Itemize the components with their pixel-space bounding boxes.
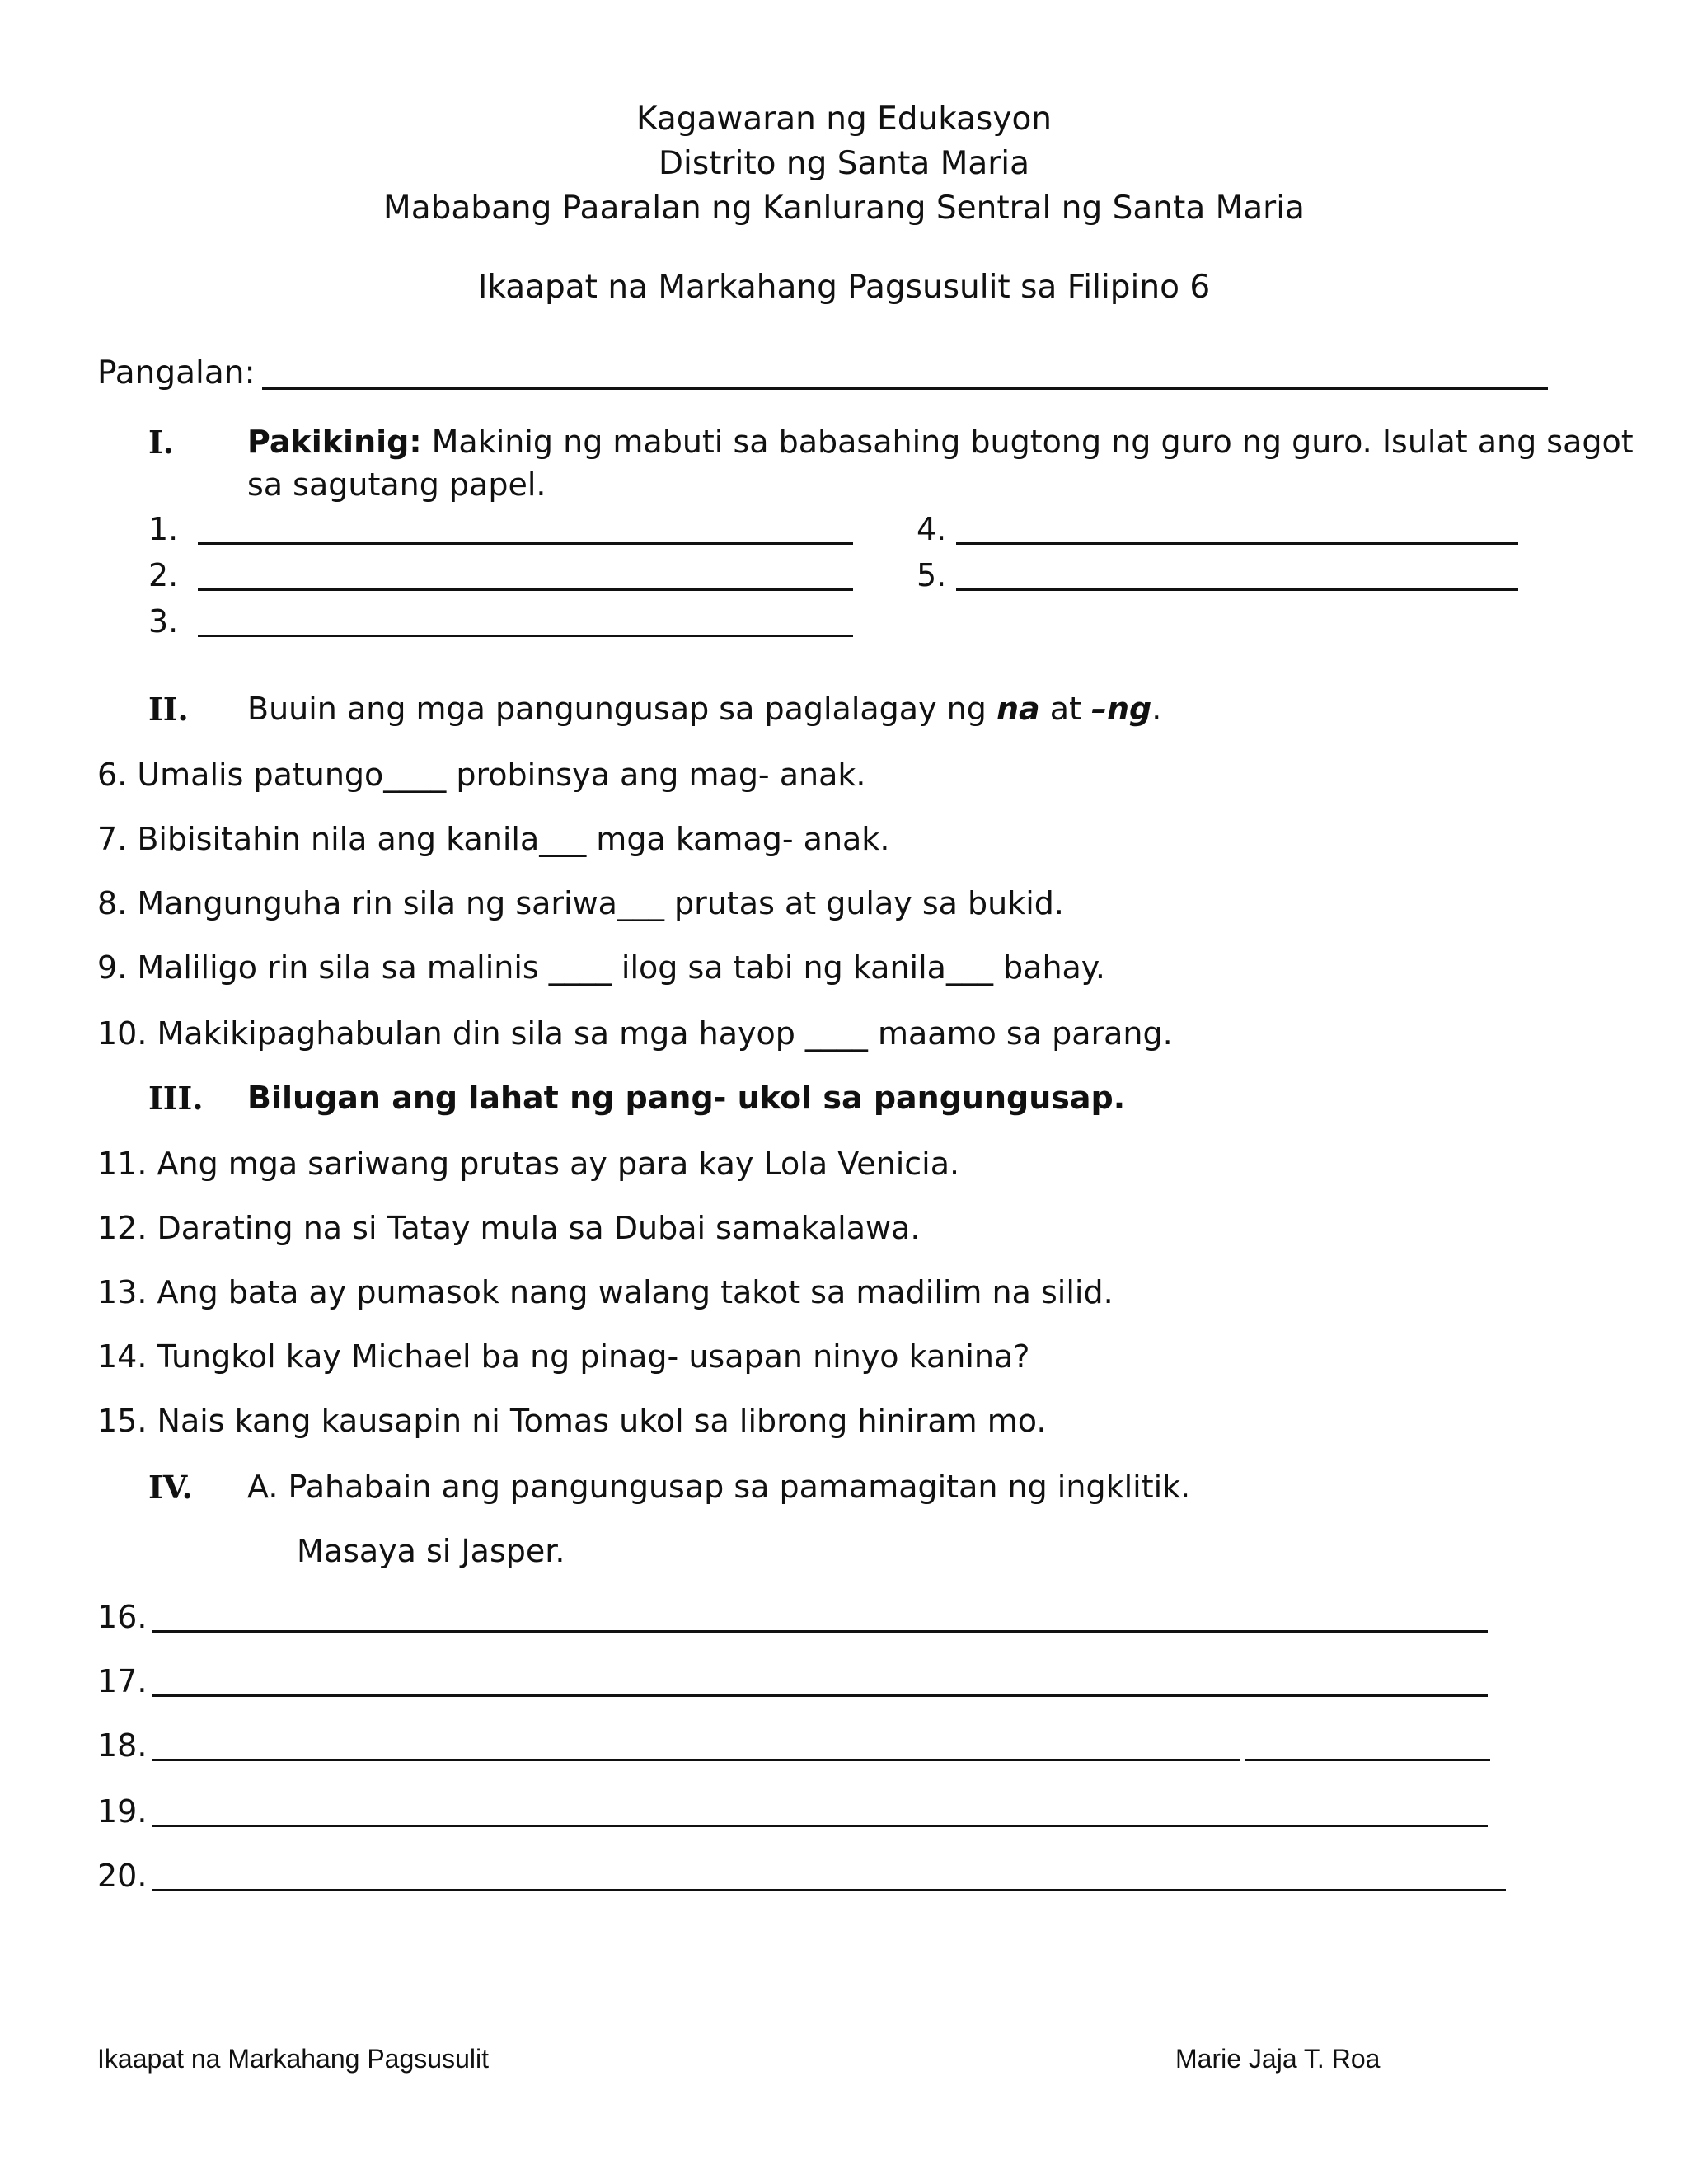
answer-item-19-number: 19. [97, 1793, 148, 1830]
question-15: 15. Nais kang kausapin ni Tomas ukol sa librong hiniram mo. [97, 1403, 1047, 1439]
base-sentence: Masaya si Jasper. [297, 1533, 565, 1569]
question-10: 10. Makikipaghabulan din sila sa mga hayop ____ maamo sa parang. [97, 1015, 1173, 1052]
section-2-numeral: II. [148, 691, 189, 728]
question-7: 7. Bibisitahin nila ang kanila___ mga kamag- anak. [97, 821, 890, 857]
school-header [0, 97, 1688, 231]
question-14: 14. Tungkol kay Michael ba ng pinag- usapan ninyo kanina? [97, 1338, 1030, 1375]
name-answer-line[interactable] [262, 387, 1548, 390]
answer-item-2-number: 2. [148, 557, 179, 593]
question-12: 12. Darating na si Tatay mula sa Dubai samakalawa. [97, 1210, 921, 1246]
answer-item-18-line[interactable] [152, 1759, 1240, 1761]
answer-item-1-number: 1. [148, 511, 179, 547]
answer-item-18-number: 18. [97, 1727, 148, 1764]
answer-item-17-number: 17. [97, 1663, 148, 1699]
answer-item-2-line[interactable] [198, 588, 853, 591]
answer-item-5-number: 5. [917, 557, 947, 593]
footer-author: Marie Jaja T. Roa [1175, 2044, 1381, 2074]
answer-item-17-line[interactable] [152, 1694, 1488, 1697]
marker-na: na [996, 691, 1040, 727]
section-2-instruction-mid: at [1039, 691, 1091, 727]
question-11: 11. Ang mga sariwang prutas ay para kay Lola Venicia. [97, 1146, 960, 1182]
answer-item-4-number: 4. [917, 511, 947, 547]
answer-item-16-number: 16. [97, 1599, 148, 1635]
answer-item-1-line[interactable] [198, 542, 853, 545]
answer-item-4-line[interactable] [956, 542, 1518, 545]
section-2-instruction-text: Buuin ang mga pangungusap sa paglalagay ng [247, 691, 996, 727]
answer-item-18-line-extension[interactable] [1245, 1759, 1490, 1761]
district-name: Distrito ng Santa Maria [658, 145, 1030, 182]
section-2-instruction-end: . [1151, 691, 1162, 727]
answer-item-5-line[interactable] [956, 588, 1518, 591]
section-2-instruction [247, 691, 1161, 727]
section-1-numeral: I. [148, 424, 175, 461]
section-1-instruction [247, 424, 1634, 460]
section-1-instruction-cont: sa sagutang papel. [247, 466, 546, 503]
marker-ng: –ng [1091, 691, 1152, 727]
section-3-instruction: Bilugan ang lahat ng pang- ukol sa pangungusap. [247, 1080, 1126, 1116]
test-title: Ikaapat na Markahang Pagsusulit sa Filipino 6 [477, 269, 1211, 306]
answer-item-20-line[interactable] [152, 1889, 1506, 1891]
department-name: Kagawaran ng Edukasyon [635, 101, 1053, 138]
question-6: 6. Umalis patungo____ probinsya ang mag- anak. [97, 757, 866, 793]
section-1-instruction-text: Makinig ng mabuti sa babasahing bugtong ng guro ng guro. Isulat ang sagot [431, 424, 1634, 460]
answer-item-3-number: 3. [148, 603, 179, 640]
section-3-numeral: III. [148, 1080, 204, 1117]
question-8: 8. Mangunguha rin sila ng sariwa___ prutas at gulay sa bukid. [97, 885, 1064, 921]
section-4-instruction: A. Pahabain ang pangungusap sa pamamagitan ng ingklitik. [247, 1469, 1191, 1505]
answer-item-3-line[interactable] [198, 635, 853, 637]
section-4-numeral: IV. [148, 1469, 193, 1506]
answer-item-16-line[interactable] [152, 1630, 1488, 1633]
answer-item-19-line[interactable] [152, 1825, 1488, 1827]
question-13: 13. Ang bata ay pumasok nang walang takot sa madilim na silid. [97, 1274, 1114, 1310]
school-name: Mababang Paaralan ng Kanlurang Sentral ng Santa Maria [383, 190, 1305, 227]
footer-left: Ikaapat na Markahang Pagsusulit [97, 2044, 489, 2074]
name-label: Pangalan: [97, 354, 256, 391]
question-9: 9. Maliligo rin sila sa malinis ____ ilog sa tabi ng kanila___ bahay. [97, 949, 1105, 986]
section-1-title: Pakikinig: [247, 424, 422, 460]
answer-item-20-number: 20. [97, 1858, 148, 1894]
